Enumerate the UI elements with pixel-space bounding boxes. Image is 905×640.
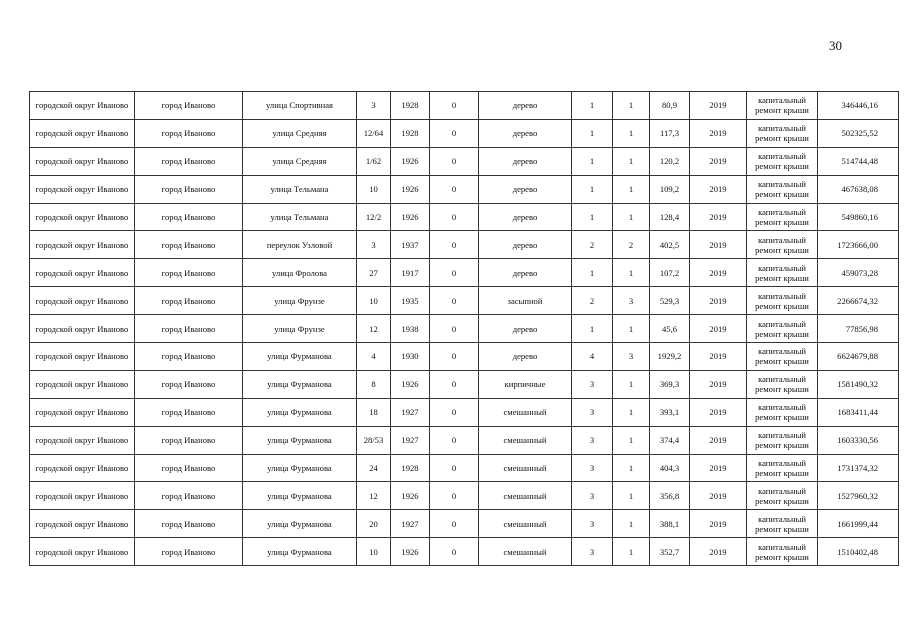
column-8-cell: 2 bbox=[572, 231, 613, 259]
city-cell: город Иваново bbox=[135, 343, 243, 371]
work-type-cell: капитальный ремонт крыши bbox=[747, 92, 818, 120]
wall-material-cell: дерево bbox=[479, 343, 572, 371]
district-cell: городской округ Иваново bbox=[30, 538, 135, 566]
table-row bbox=[30, 343, 899, 371]
street-cell: улица Фурманова bbox=[243, 398, 357, 426]
column-9-cell: 1 bbox=[613, 510, 650, 538]
column-8-cell: 1 bbox=[572, 119, 613, 147]
district-cell: городской округ Иваново bbox=[30, 203, 135, 231]
column-6-cell: 0 bbox=[430, 175, 479, 203]
column-6-cell: 0 bbox=[430, 454, 479, 482]
column-9-cell: 1 bbox=[613, 426, 650, 454]
city-cell: город Иваново bbox=[135, 315, 243, 343]
wall-material-cell: смешанный bbox=[479, 426, 572, 454]
street-cell: улица Средняя bbox=[243, 119, 357, 147]
district-cell: городской округ Иваново bbox=[30, 454, 135, 482]
column-6-cell: 0 bbox=[430, 92, 479, 120]
cost-cell: 514744,48 bbox=[818, 147, 899, 175]
column-8-cell: 3 bbox=[572, 510, 613, 538]
housing-register-table bbox=[29, 91, 899, 566]
district-cell: городской округ Иваново bbox=[30, 175, 135, 203]
table-row bbox=[30, 147, 899, 175]
year-built-cell: 1926 bbox=[391, 482, 430, 510]
area-cell: 1929,2 bbox=[650, 343, 690, 371]
work-type-cell: капитальный ремонт крыши bbox=[747, 538, 818, 566]
column-6-cell: 0 bbox=[430, 343, 479, 371]
house-number-cell: 10 bbox=[357, 175, 391, 203]
city-cell: город Иваново bbox=[135, 119, 243, 147]
work-type-cell: капитальный ремонт крыши bbox=[747, 426, 818, 454]
cost-cell: 1723666,00 bbox=[818, 231, 899, 259]
district-cell: городской округ Иваново bbox=[30, 287, 135, 315]
year-built-cell: 1927 bbox=[391, 398, 430, 426]
column-6-cell: 0 bbox=[430, 398, 479, 426]
house-number-cell: 24 bbox=[357, 454, 391, 482]
year-built-cell: 1928 bbox=[391, 454, 430, 482]
street-cell: улица Фрунзе bbox=[243, 287, 357, 315]
work-type-cell: капитальный ремонт крыши bbox=[747, 315, 818, 343]
column-6-cell: 0 bbox=[430, 370, 479, 398]
street-cell: улица Фрунзе bbox=[243, 315, 357, 343]
district-cell: городской округ Иваново bbox=[30, 398, 135, 426]
page-number: 30 bbox=[829, 38, 842, 53]
area-cell: 402,5 bbox=[650, 231, 690, 259]
area-cell: 107,2 bbox=[650, 259, 690, 287]
wall-material-cell: смешанный bbox=[479, 454, 572, 482]
plan-year-cell: 2019 bbox=[690, 370, 747, 398]
year-built-cell: 1928 bbox=[391, 92, 430, 120]
area-cell: 352,7 bbox=[650, 538, 690, 566]
plan-year-cell: 2019 bbox=[690, 119, 747, 147]
plan-year-cell: 2019 bbox=[690, 92, 747, 120]
area-cell: 45,6 bbox=[650, 315, 690, 343]
street-cell: улица Фролова bbox=[243, 259, 357, 287]
district-cell: городской округ Иваново bbox=[30, 343, 135, 371]
area-cell: 369,3 bbox=[650, 370, 690, 398]
wall-material-cell: смешанный bbox=[479, 510, 572, 538]
house-number-cell: 10 bbox=[357, 287, 391, 315]
column-9-cell: 1 bbox=[613, 315, 650, 343]
street-cell: улица Тельмана bbox=[243, 203, 357, 231]
district-cell: городской округ Иваново bbox=[30, 147, 135, 175]
house-number-cell: 12 bbox=[357, 482, 391, 510]
table-row bbox=[30, 482, 899, 510]
column-9-cell: 1 bbox=[613, 259, 650, 287]
column-8-cell: 3 bbox=[572, 370, 613, 398]
city-cell: город Иваново bbox=[135, 482, 243, 510]
year-built-cell: 1926 bbox=[391, 538, 430, 566]
cost-cell: 1661999,44 bbox=[818, 510, 899, 538]
wall-material-cell: дерево bbox=[479, 315, 572, 343]
plan-year-cell: 2019 bbox=[690, 315, 747, 343]
cost-cell: 77856,98 bbox=[818, 315, 899, 343]
city-cell: город Иваново bbox=[135, 147, 243, 175]
plan-year-cell: 2019 bbox=[690, 147, 747, 175]
cost-cell: 467638,08 bbox=[818, 175, 899, 203]
wall-material-cell: дерево bbox=[479, 147, 572, 175]
plan-year-cell: 2019 bbox=[690, 454, 747, 482]
street-cell: улица Фурманова bbox=[243, 454, 357, 482]
cost-cell: 6624679,88 bbox=[818, 343, 899, 371]
column-9-cell: 3 bbox=[613, 343, 650, 371]
year-built-cell: 1917 bbox=[391, 259, 430, 287]
plan-year-cell: 2019 bbox=[690, 287, 747, 315]
district-cell: городской округ Иваново bbox=[30, 426, 135, 454]
house-number-cell: 4 bbox=[357, 343, 391, 371]
house-number-cell: 12 bbox=[357, 315, 391, 343]
column-8-cell: 1 bbox=[572, 147, 613, 175]
street-cell: улица Фурманова bbox=[243, 538, 357, 566]
column-6-cell: 0 bbox=[430, 119, 479, 147]
column-6-cell: 0 bbox=[430, 315, 479, 343]
table-body bbox=[30, 92, 899, 566]
wall-material-cell: засыпной bbox=[479, 287, 572, 315]
year-built-cell: 1926 bbox=[391, 175, 430, 203]
column-8-cell: 1 bbox=[572, 175, 613, 203]
city-cell: город Иваново bbox=[135, 454, 243, 482]
area-cell: 128,4 bbox=[650, 203, 690, 231]
area-cell: 374,4 bbox=[650, 426, 690, 454]
area-cell: 120,2 bbox=[650, 147, 690, 175]
cost-cell: 549860,16 bbox=[818, 203, 899, 231]
work-type-cell: капитальный ремонт крыши bbox=[747, 287, 818, 315]
area-cell: 404,3 bbox=[650, 454, 690, 482]
house-number-cell: 3 bbox=[357, 92, 391, 120]
house-number-cell: 12/2 bbox=[357, 203, 391, 231]
column-6-cell: 0 bbox=[430, 287, 479, 315]
table-row bbox=[30, 398, 899, 426]
area-cell: 80,9 bbox=[650, 92, 690, 120]
cost-cell: 1683411,44 bbox=[818, 398, 899, 426]
city-cell: город Иваново bbox=[135, 175, 243, 203]
column-9-cell: 1 bbox=[613, 454, 650, 482]
work-type-cell: капитальный ремонт крыши bbox=[747, 343, 818, 371]
city-cell: город Иваново bbox=[135, 370, 243, 398]
year-built-cell: 1937 bbox=[391, 231, 430, 259]
house-number-cell: 28/53 bbox=[357, 426, 391, 454]
table-row bbox=[30, 203, 899, 231]
column-8-cell: 4 bbox=[572, 343, 613, 371]
house-number-cell: 1/62 bbox=[357, 147, 391, 175]
column-6-cell: 0 bbox=[430, 203, 479, 231]
column-9-cell: 3 bbox=[613, 287, 650, 315]
work-type-cell: капитальный ремонт крыши bbox=[747, 231, 818, 259]
plan-year-cell: 2019 bbox=[690, 175, 747, 203]
column-6-cell: 0 bbox=[430, 259, 479, 287]
area-cell: 393,1 bbox=[650, 398, 690, 426]
table-row bbox=[30, 92, 899, 120]
work-type-cell: капитальный ремонт крыши bbox=[747, 203, 818, 231]
cost-cell: 1527960,32 bbox=[818, 482, 899, 510]
column-6-cell: 0 bbox=[430, 231, 479, 259]
wall-material-cell: дерево bbox=[479, 119, 572, 147]
column-8-cell: 3 bbox=[572, 454, 613, 482]
column-8-cell: 3 bbox=[572, 538, 613, 566]
house-number-cell: 8 bbox=[357, 370, 391, 398]
year-built-cell: 1928 bbox=[391, 119, 430, 147]
city-cell: город Иваново bbox=[135, 398, 243, 426]
house-number-cell: 27 bbox=[357, 259, 391, 287]
column-8-cell: 3 bbox=[572, 398, 613, 426]
city-cell: город Иваново bbox=[135, 231, 243, 259]
year-built-cell: 1930 bbox=[391, 343, 430, 371]
wall-material-cell: дерево bbox=[479, 231, 572, 259]
table-row bbox=[30, 287, 899, 315]
district-cell: городской округ Иваново bbox=[30, 482, 135, 510]
district-cell: городской округ Иваново bbox=[30, 315, 135, 343]
column-6-cell: 0 bbox=[430, 426, 479, 454]
table-row bbox=[30, 175, 899, 203]
cost-cell: 2266674,32 bbox=[818, 287, 899, 315]
table-row bbox=[30, 119, 899, 147]
work-type-cell: капитальный ремонт крыши bbox=[747, 510, 818, 538]
column-8-cell: 1 bbox=[572, 315, 613, 343]
wall-material-cell: смешанный bbox=[479, 482, 572, 510]
cost-cell: 1731374,32 bbox=[818, 454, 899, 482]
table-row bbox=[30, 510, 899, 538]
column-9-cell: 1 bbox=[613, 147, 650, 175]
cost-cell: 502325,52 bbox=[818, 119, 899, 147]
column-8-cell: 2 bbox=[572, 287, 613, 315]
wall-material-cell: дерево bbox=[479, 92, 572, 120]
street-cell: улица Фурманова bbox=[243, 510, 357, 538]
column-8-cell: 1 bbox=[572, 203, 613, 231]
wall-material-cell: кирпичные bbox=[479, 370, 572, 398]
district-cell: городской округ Иваново bbox=[30, 119, 135, 147]
table-row bbox=[30, 231, 899, 259]
city-cell: город Иваново bbox=[135, 510, 243, 538]
street-cell: улица Фурманова bbox=[243, 426, 357, 454]
work-type-cell: капитальный ремонт крыши bbox=[747, 175, 818, 203]
work-type-cell: капитальный ремонт крыши bbox=[747, 259, 818, 287]
area-cell: 117,3 bbox=[650, 119, 690, 147]
wall-material-cell: дерево bbox=[479, 259, 572, 287]
cost-cell: 1603330,56 bbox=[818, 426, 899, 454]
district-cell: городской округ Иваново bbox=[30, 370, 135, 398]
plan-year-cell: 2019 bbox=[690, 259, 747, 287]
city-cell: город Иваново bbox=[135, 259, 243, 287]
work-type-cell: капитальный ремонт крыши bbox=[747, 454, 818, 482]
table-row bbox=[30, 538, 899, 566]
plan-year-cell: 2019 bbox=[690, 398, 747, 426]
wall-material-cell: смешанный bbox=[479, 398, 572, 426]
column-9-cell: 1 bbox=[613, 538, 650, 566]
year-built-cell: 1926 bbox=[391, 203, 430, 231]
column-9-cell: 1 bbox=[613, 92, 650, 120]
cost-cell: 1581490,32 bbox=[818, 370, 899, 398]
table-row bbox=[30, 259, 899, 287]
year-built-cell: 1926 bbox=[391, 370, 430, 398]
column-8-cell: 3 bbox=[572, 482, 613, 510]
street-cell: улица Средняя bbox=[243, 147, 357, 175]
work-type-cell: капитальный ремонт крыши bbox=[747, 119, 818, 147]
city-cell: город Иваново bbox=[135, 92, 243, 120]
area-cell: 356,8 bbox=[650, 482, 690, 510]
plan-year-cell: 2019 bbox=[690, 203, 747, 231]
work-type-cell: капитальный ремонт крыши bbox=[747, 482, 818, 510]
work-type-cell: капитальный ремонт крыши bbox=[747, 147, 818, 175]
street-cell: переулок Узловой bbox=[243, 231, 357, 259]
year-built-cell: 1927 bbox=[391, 510, 430, 538]
table-row bbox=[30, 426, 899, 454]
city-cell: город Иваново bbox=[135, 426, 243, 454]
house-number-cell: 3 bbox=[357, 231, 391, 259]
city-cell: город Иваново bbox=[135, 287, 243, 315]
street-cell: улица Фурманова bbox=[243, 370, 357, 398]
plan-year-cell: 2019 bbox=[690, 426, 747, 454]
street-cell: улица Спортивная bbox=[243, 92, 357, 120]
year-built-cell: 1938 bbox=[391, 315, 430, 343]
district-cell: городской округ Иваново bbox=[30, 231, 135, 259]
district-cell: городской округ Иваново bbox=[30, 92, 135, 120]
column-9-cell: 1 bbox=[613, 203, 650, 231]
city-cell: город Иваново bbox=[135, 538, 243, 566]
column-8-cell: 1 bbox=[572, 259, 613, 287]
year-built-cell: 1935 bbox=[391, 287, 430, 315]
area-cell: 529,3 bbox=[650, 287, 690, 315]
wall-material-cell: дерево bbox=[479, 175, 572, 203]
column-6-cell: 0 bbox=[430, 510, 479, 538]
district-cell: городской округ Иваново bbox=[30, 259, 135, 287]
column-9-cell: 1 bbox=[613, 482, 650, 510]
wall-material-cell: смешанный bbox=[479, 538, 572, 566]
area-cell: 109,2 bbox=[650, 175, 690, 203]
column-6-cell: 0 bbox=[430, 482, 479, 510]
street-cell: улица Фурманова bbox=[243, 482, 357, 510]
area-cell: 388,1 bbox=[650, 510, 690, 538]
district-cell: городской округ Иваново bbox=[30, 510, 135, 538]
house-number-cell: 12/64 bbox=[357, 119, 391, 147]
column-9-cell: 1 bbox=[613, 370, 650, 398]
column-9-cell: 1 bbox=[613, 119, 650, 147]
house-number-cell: 10 bbox=[357, 538, 391, 566]
plan-year-cell: 2019 bbox=[690, 231, 747, 259]
table-row bbox=[30, 370, 899, 398]
street-cell: улица Фурманова bbox=[243, 343, 357, 371]
work-type-cell: капитальный ремонт крыши bbox=[747, 370, 818, 398]
column-8-cell: 1 bbox=[572, 92, 613, 120]
column-6-cell: 0 bbox=[430, 147, 479, 175]
work-type-cell: капитальный ремонт крыши bbox=[747, 398, 818, 426]
year-built-cell: 1926 bbox=[391, 147, 430, 175]
plan-year-cell: 2019 bbox=[690, 343, 747, 371]
column-9-cell: 1 bbox=[613, 398, 650, 426]
wall-material-cell: дерево bbox=[479, 203, 572, 231]
column-9-cell: 1 bbox=[613, 175, 650, 203]
house-number-cell: 20 bbox=[357, 510, 391, 538]
cost-cell: 1510402,48 bbox=[818, 538, 899, 566]
column-8-cell: 3 bbox=[572, 426, 613, 454]
table-row bbox=[30, 454, 899, 482]
year-built-cell: 1927 bbox=[391, 426, 430, 454]
house-number-cell: 18 bbox=[357, 398, 391, 426]
plan-year-cell: 2019 bbox=[690, 538, 747, 566]
cost-cell: 459073,28 bbox=[818, 259, 899, 287]
plan-year-cell: 2019 bbox=[690, 510, 747, 538]
street-cell: улица Тельмана bbox=[243, 175, 357, 203]
column-6-cell: 0 bbox=[430, 538, 479, 566]
table-row bbox=[30, 315, 899, 343]
cost-cell: 346446,16 bbox=[818, 92, 899, 120]
column-9-cell: 2 bbox=[613, 231, 650, 259]
city-cell: город Иваново bbox=[135, 203, 243, 231]
plan-year-cell: 2019 bbox=[690, 482, 747, 510]
